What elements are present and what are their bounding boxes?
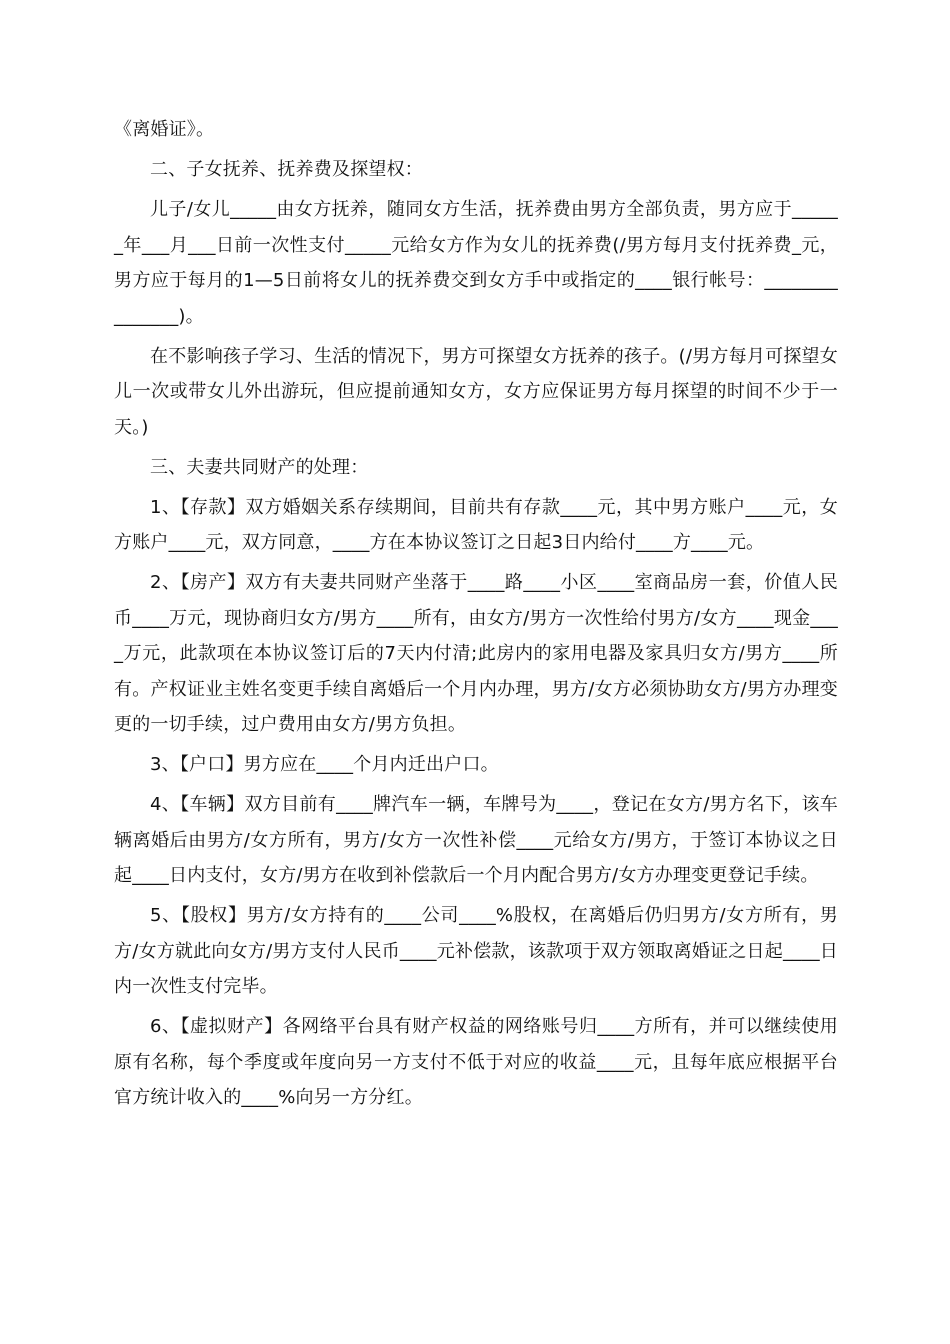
clause-vehicle: 4、【车辆】双方目前有____牌汽车一辆，车牌号为____，登记在女方/男方名下，该车辆离婚后由男方/女方所有，男方/女方一次性补偿____元给女方/男方，于签订本协议之日起____日内支付，女方/男方在收到补偿款后一个月内配合男方/女方办理变更登记手续。 (114, 794, 838, 886)
clause-household-registration: 3、【户口】男方应在____个月内迁出户口。 (150, 754, 499, 775)
paragraph-divorce-certificate-end: 《离婚证》。 (114, 119, 215, 140)
clause-virtual-property: 6、【虚拟财产】各网络平台具有财产权益的网络账号归____方所有，并可以继续使用原有名称，每个季度或年度向另一方支付不低于对应的收益____元，且每年底应根据平台官方统计收入的____%向另一方分红。 (114, 1016, 838, 1108)
paragraph-child-support: 儿子/女儿_____由女方抚养，随同女方生活，抚养费由男方全部负责，男方应于______年___月___日前一次性支付_____元给女方作为女儿的抚养费(/男方每月支付抚养费_元，男方应于每月的1—5日前将女儿的抚养费交到女方手中或指定的____银行帐号：_______________)。 (114, 199, 838, 327)
document-page (114, 112, 838, 1120)
heading-joint-property: 三、夫妻共同财产的处理： (150, 456, 369, 478)
clause-equity: 5、【股权】男方/女方持有的____公司____%股权，在离婚后仍归男方/女方所有，男方/女方就此向女方/男方支付人民币____元补偿款，该款项于双方领取离婚证之日起____日内一次性支付完毕。 (114, 905, 839, 997)
heading-child-custody: 二、子女抚养、抚养费及探望权： (150, 159, 423, 180)
clause-real-estate: 2、【房产】双方有夫妻共同财产坐落于____路____小区____室商品房一套，价值人民币____万元，现协商归女方/男方____所有，由女方/男方一次性给付男方/女方____现金____万元，此款项在本协议签订后的7天内付清;此房内的家用电器及家具归女方/男方____所有。产权证业主姓名变更手续自离婚后一个月内办理，男方/女方必须协助女方/男方办理变更的一切手续，过户费用由女方/男方负担。 (114, 572, 838, 735)
paragraph-visitation: 在不影响孩子学习、生活的情况下，男方可探望女方抚养的孩子。(/男方每月可探望女儿一次或带女儿外出游玩，但应提前通知女方，女方应保证男方每月探望的时间不少于一天。) (114, 345, 838, 438)
clause-savings: 1、【存款】双方婚姻关系存续期间，目前共有存款____元，其中男方账户____元，女方账户____元，双方同意，____方在本协议签订之日起3日内给付____方____元。 (114, 496, 838, 553)
